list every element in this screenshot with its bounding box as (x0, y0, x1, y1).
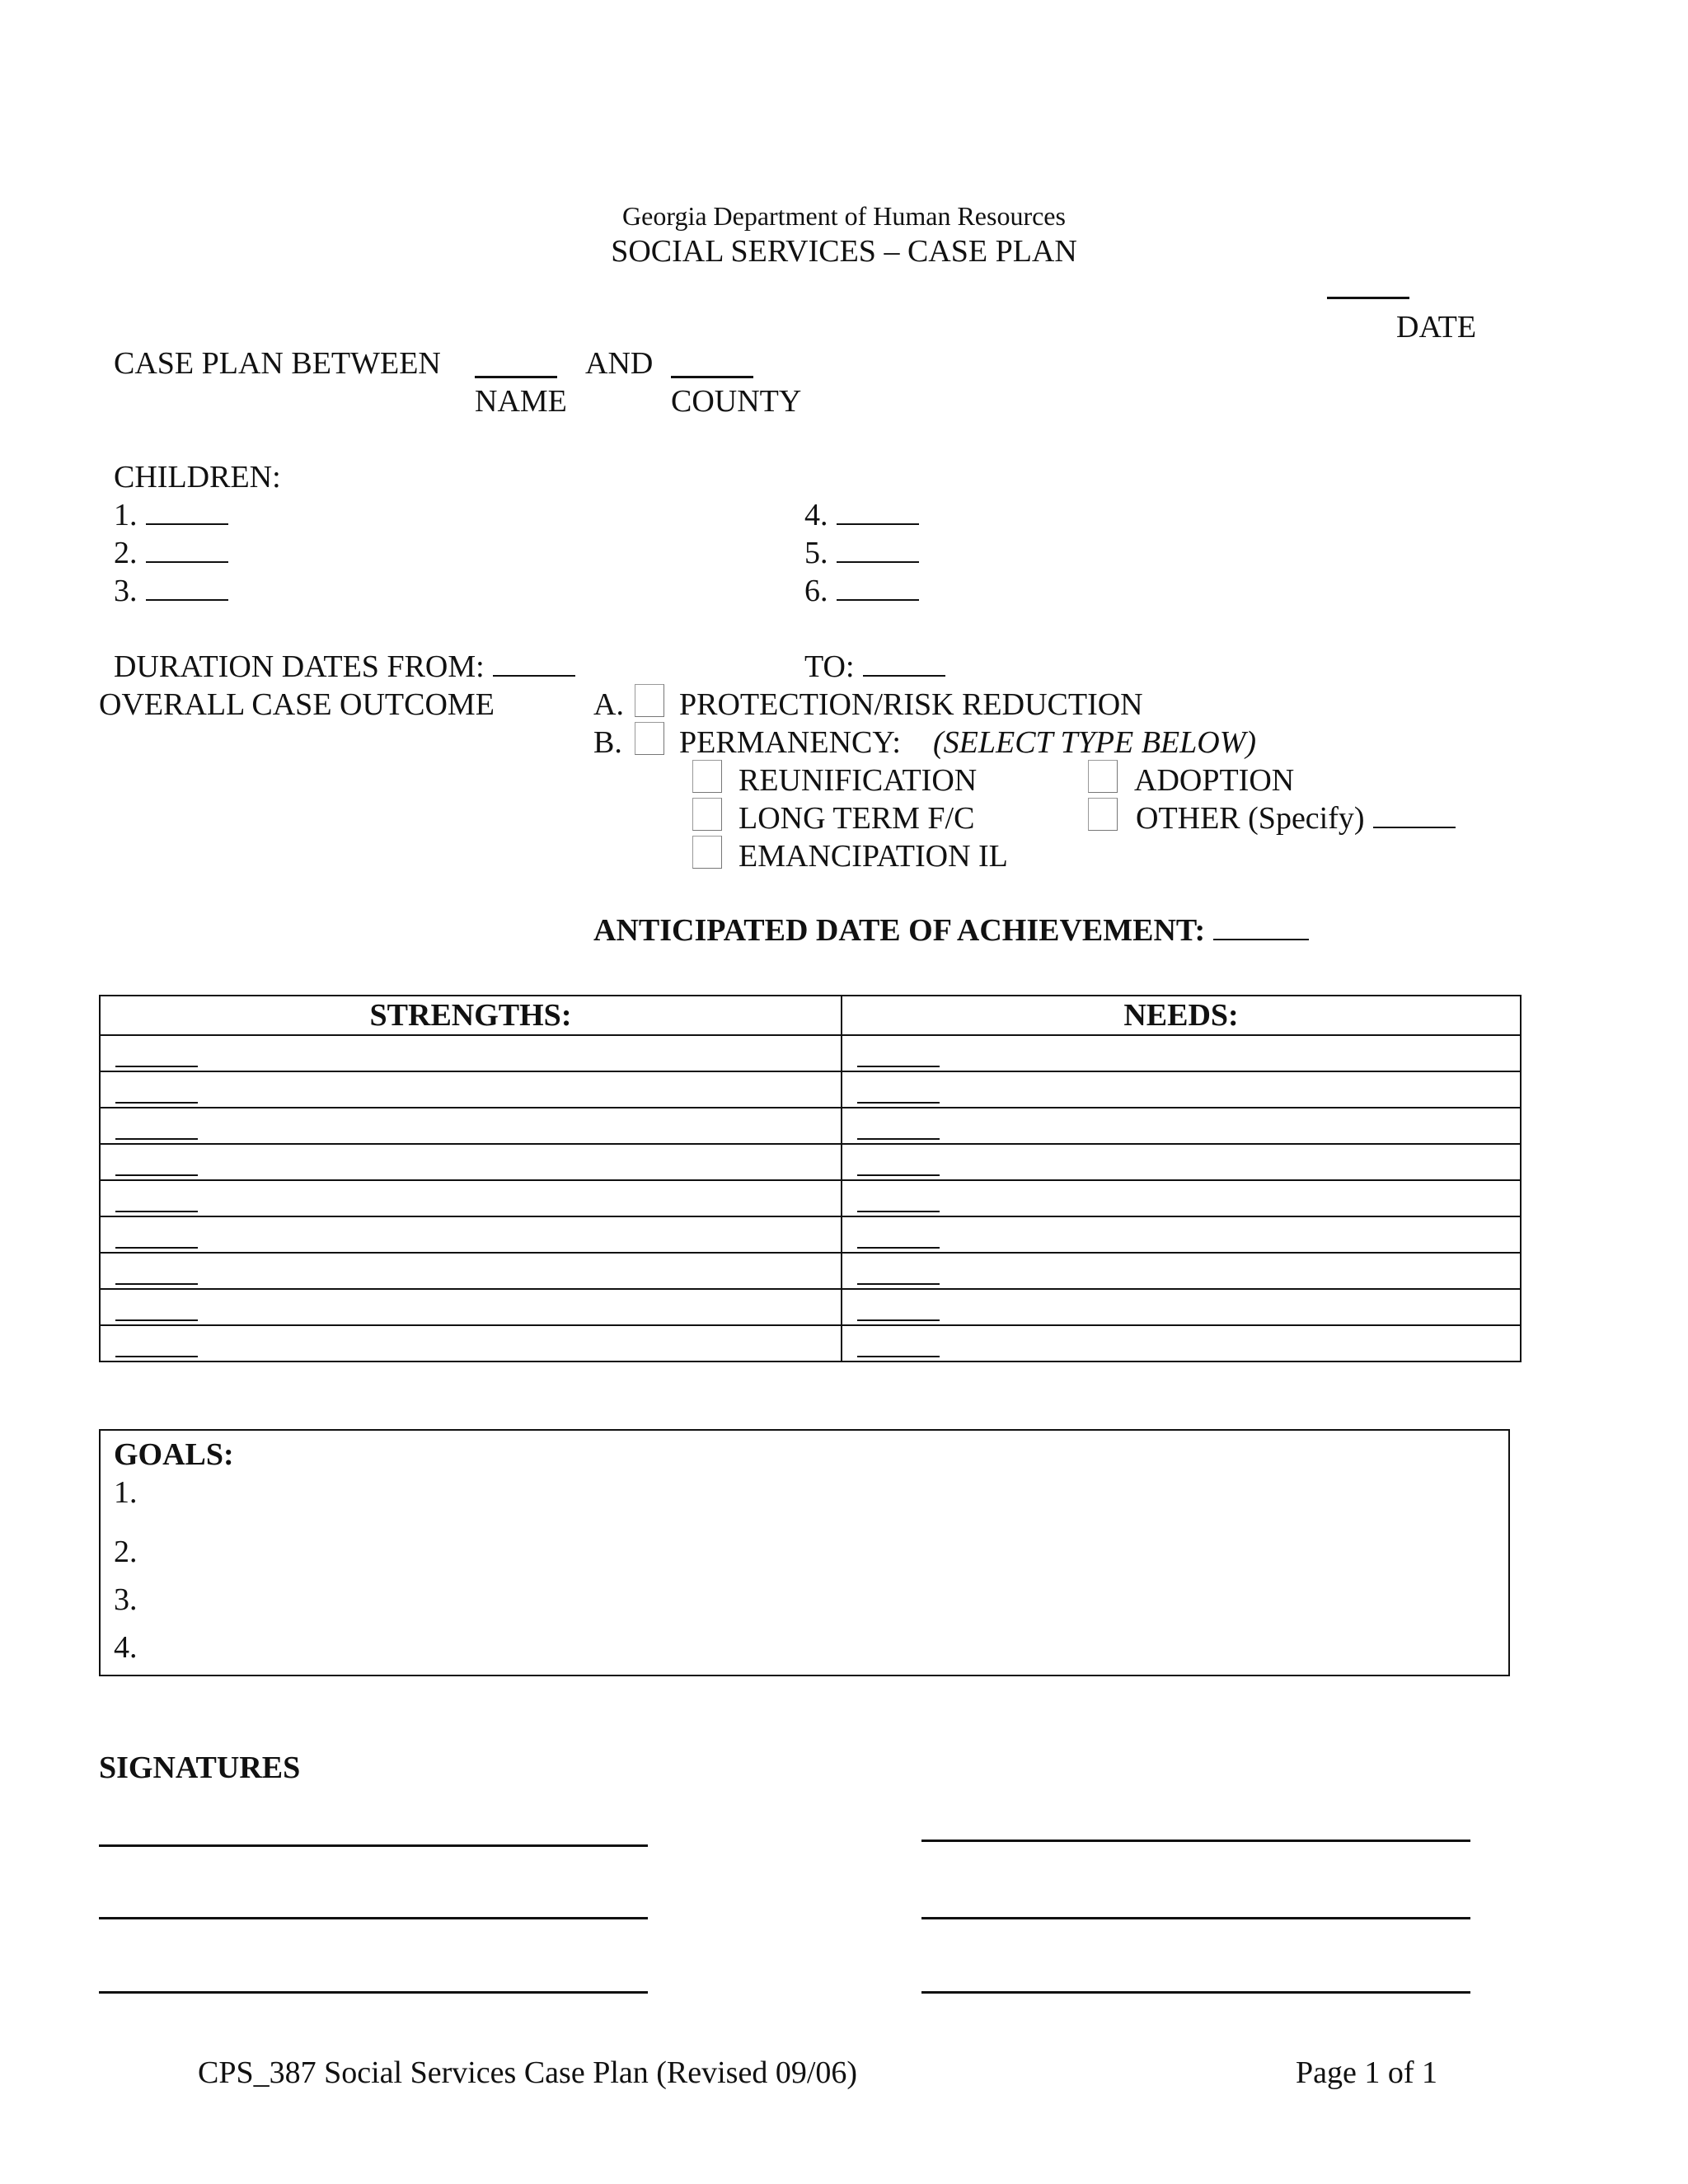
need-blank (857, 1064, 940, 1067)
strength-cell[interactable] (100, 1144, 842, 1180)
strength-blank (115, 1100, 198, 1104)
child-5-field[interactable] (837, 558, 919, 563)
need-blank (857, 1318, 940, 1321)
strengths-header: STRENGTHS: (100, 996, 842, 1035)
strength-cell[interactable] (100, 1180, 842, 1216)
table-row (100, 1253, 1521, 1289)
table-row (100, 1325, 1521, 1361)
child-1-field[interactable] (146, 520, 228, 525)
option-b-label: PERMANENCY: (679, 725, 901, 760)
strength-blank (115, 1173, 198, 1176)
goals-label: GOALS: (114, 1437, 234, 1472)
other-specify-field[interactable] (1373, 823, 1456, 828)
option-a-label: PROTECTION/RISK REDUCTION (679, 687, 1143, 722)
option-b-checkbox[interactable] (635, 722, 664, 755)
strength-blank (115, 1318, 198, 1321)
strength-cell[interactable] (100, 1071, 842, 1108)
strength-cell[interactable] (100, 1325, 842, 1361)
need-cell[interactable] (842, 1289, 1521, 1325)
need-blank (857, 1282, 940, 1285)
emancipation-label: EMANCIPATION IL (738, 839, 1008, 874)
case-plan-between-label: CASE PLAN BETWEEN (114, 346, 441, 381)
option-b-note: (SELECT TYPE BELOW) (933, 725, 1257, 760)
need-blank (857, 1100, 940, 1104)
needs-header: NEEDS: (842, 996, 1521, 1035)
strength-blank (115, 1354, 198, 1357)
child-5: 5. (804, 537, 919, 569)
need-cell[interactable] (842, 1144, 1521, 1180)
long-term-fc-label: LONG TERM F/C (738, 801, 975, 836)
agency-name: Georgia Department of Human Resources (622, 201, 1066, 231)
need-cell[interactable] (842, 1325, 1521, 1361)
need-blank (857, 1354, 940, 1357)
need-cell[interactable] (842, 1253, 1521, 1289)
need-cell[interactable] (842, 1108, 1521, 1144)
signature-line-left-3[interactable] (99, 1991, 648, 1994)
reunification-checkbox[interactable] (692, 760, 722, 793)
strength-blank (115, 1064, 198, 1067)
child-6: 6. (804, 575, 919, 607)
need-cell[interactable] (842, 1216, 1521, 1253)
signature-line-left-2[interactable] (99, 1917, 648, 1919)
need-blank (857, 1137, 940, 1140)
strengths-needs-body (100, 1035, 1521, 1361)
need-cell[interactable] (842, 1071, 1521, 1108)
table-row (100, 1289, 1521, 1325)
signature-line-right-2[interactable] (921, 1917, 1470, 1919)
option-b-letter: B. (593, 725, 622, 760)
child-2-field[interactable] (146, 558, 228, 563)
need-blank (857, 1209, 940, 1212)
child-6-field[interactable] (837, 596, 919, 601)
form-title: SOCIAL SERVICES – CASE PLAN (611, 234, 1077, 269)
date-label: DATE (1396, 310, 1477, 344)
signature-line-right-3[interactable] (921, 1991, 1470, 1994)
child-1: 1. (114, 499, 228, 531)
strength-blank (115, 1245, 198, 1249)
other-checkbox[interactable] (1088, 798, 1118, 831)
goal-4[interactable]: 4. (114, 1630, 138, 1665)
county-field[interactable] (671, 376, 753, 378)
duration-from: DURATION DATES FROM: (114, 651, 575, 682)
duration-to: TO: (804, 651, 945, 682)
duration-from-field[interactable] (493, 672, 575, 677)
option-a-letter: A. (593, 687, 624, 722)
other-label: OTHER (Specify) (1136, 803, 1456, 834)
county-label: COUNTY (671, 384, 802, 419)
table-row (100, 1216, 1521, 1253)
table-row (100, 1108, 1521, 1144)
date-field[interactable] (1327, 297, 1409, 299)
signatures-label: SIGNATURES (99, 1750, 301, 1785)
adoption-label: ADOPTION (1134, 763, 1295, 798)
anticipated-date: ANTICIPATED DATE OF ACHIEVEMENT: (593, 915, 1309, 946)
signature-line-left-1[interactable] (99, 1844, 648, 1847)
need-blank (857, 1173, 940, 1176)
table-row (100, 1144, 1521, 1180)
name-field[interactable] (475, 376, 557, 378)
strength-blank (115, 1137, 198, 1140)
signature-line-right-1[interactable] (921, 1840, 1470, 1842)
form-id: CPS_387 Social Services Case Plan (Revised 09/06) (198, 2055, 858, 2090)
option-a-checkbox[interactable] (635, 684, 664, 717)
duration-to-field[interactable] (863, 672, 945, 677)
child-3-field[interactable] (146, 596, 228, 601)
goal-1[interactable]: 1. (114, 1475, 138, 1510)
overall-outcome-label: OVERALL CASE OUTCOME (99, 687, 495, 722)
reunification-label: REUNIFICATION (738, 763, 978, 798)
children-label: CHILDREN: (114, 460, 281, 494)
goal-3[interactable]: 3. (114, 1582, 138, 1617)
strength-blank (115, 1209, 198, 1212)
child-4: 4. (804, 499, 919, 531)
page-number: Page 1 of 1 (1296, 2055, 1438, 2090)
table-row (100, 1035, 1521, 1071)
adoption-checkbox[interactable] (1088, 760, 1118, 793)
strength-cell[interactable] (100, 1216, 842, 1253)
child-2: 2. (114, 537, 228, 569)
table-row (100, 1180, 1521, 1216)
goal-2[interactable]: 2. (114, 1535, 138, 1569)
long-term-fc-checkbox[interactable] (692, 798, 722, 831)
and-label: AND (585, 346, 654, 381)
strength-cell[interactable] (100, 1108, 842, 1144)
strengths-needs-table (99, 995, 1522, 1362)
strength-cell[interactable] (100, 1253, 842, 1289)
anticipated-date-field[interactable] (1213, 935, 1309, 940)
name-label: NAME (475, 384, 567, 419)
child-3: 3. (114, 575, 228, 607)
child-4-field[interactable] (837, 520, 919, 525)
need-cell[interactable] (842, 1035, 1521, 1071)
need-blank (857, 1245, 940, 1249)
strength-blank (115, 1282, 198, 1285)
strength-cell[interactable] (100, 1035, 842, 1071)
emancipation-checkbox[interactable] (692, 836, 722, 869)
table-row (100, 1071, 1521, 1108)
goals-box (99, 1429, 1510, 1676)
strength-cell[interactable] (100, 1289, 842, 1325)
need-cell[interactable] (842, 1180, 1521, 1216)
